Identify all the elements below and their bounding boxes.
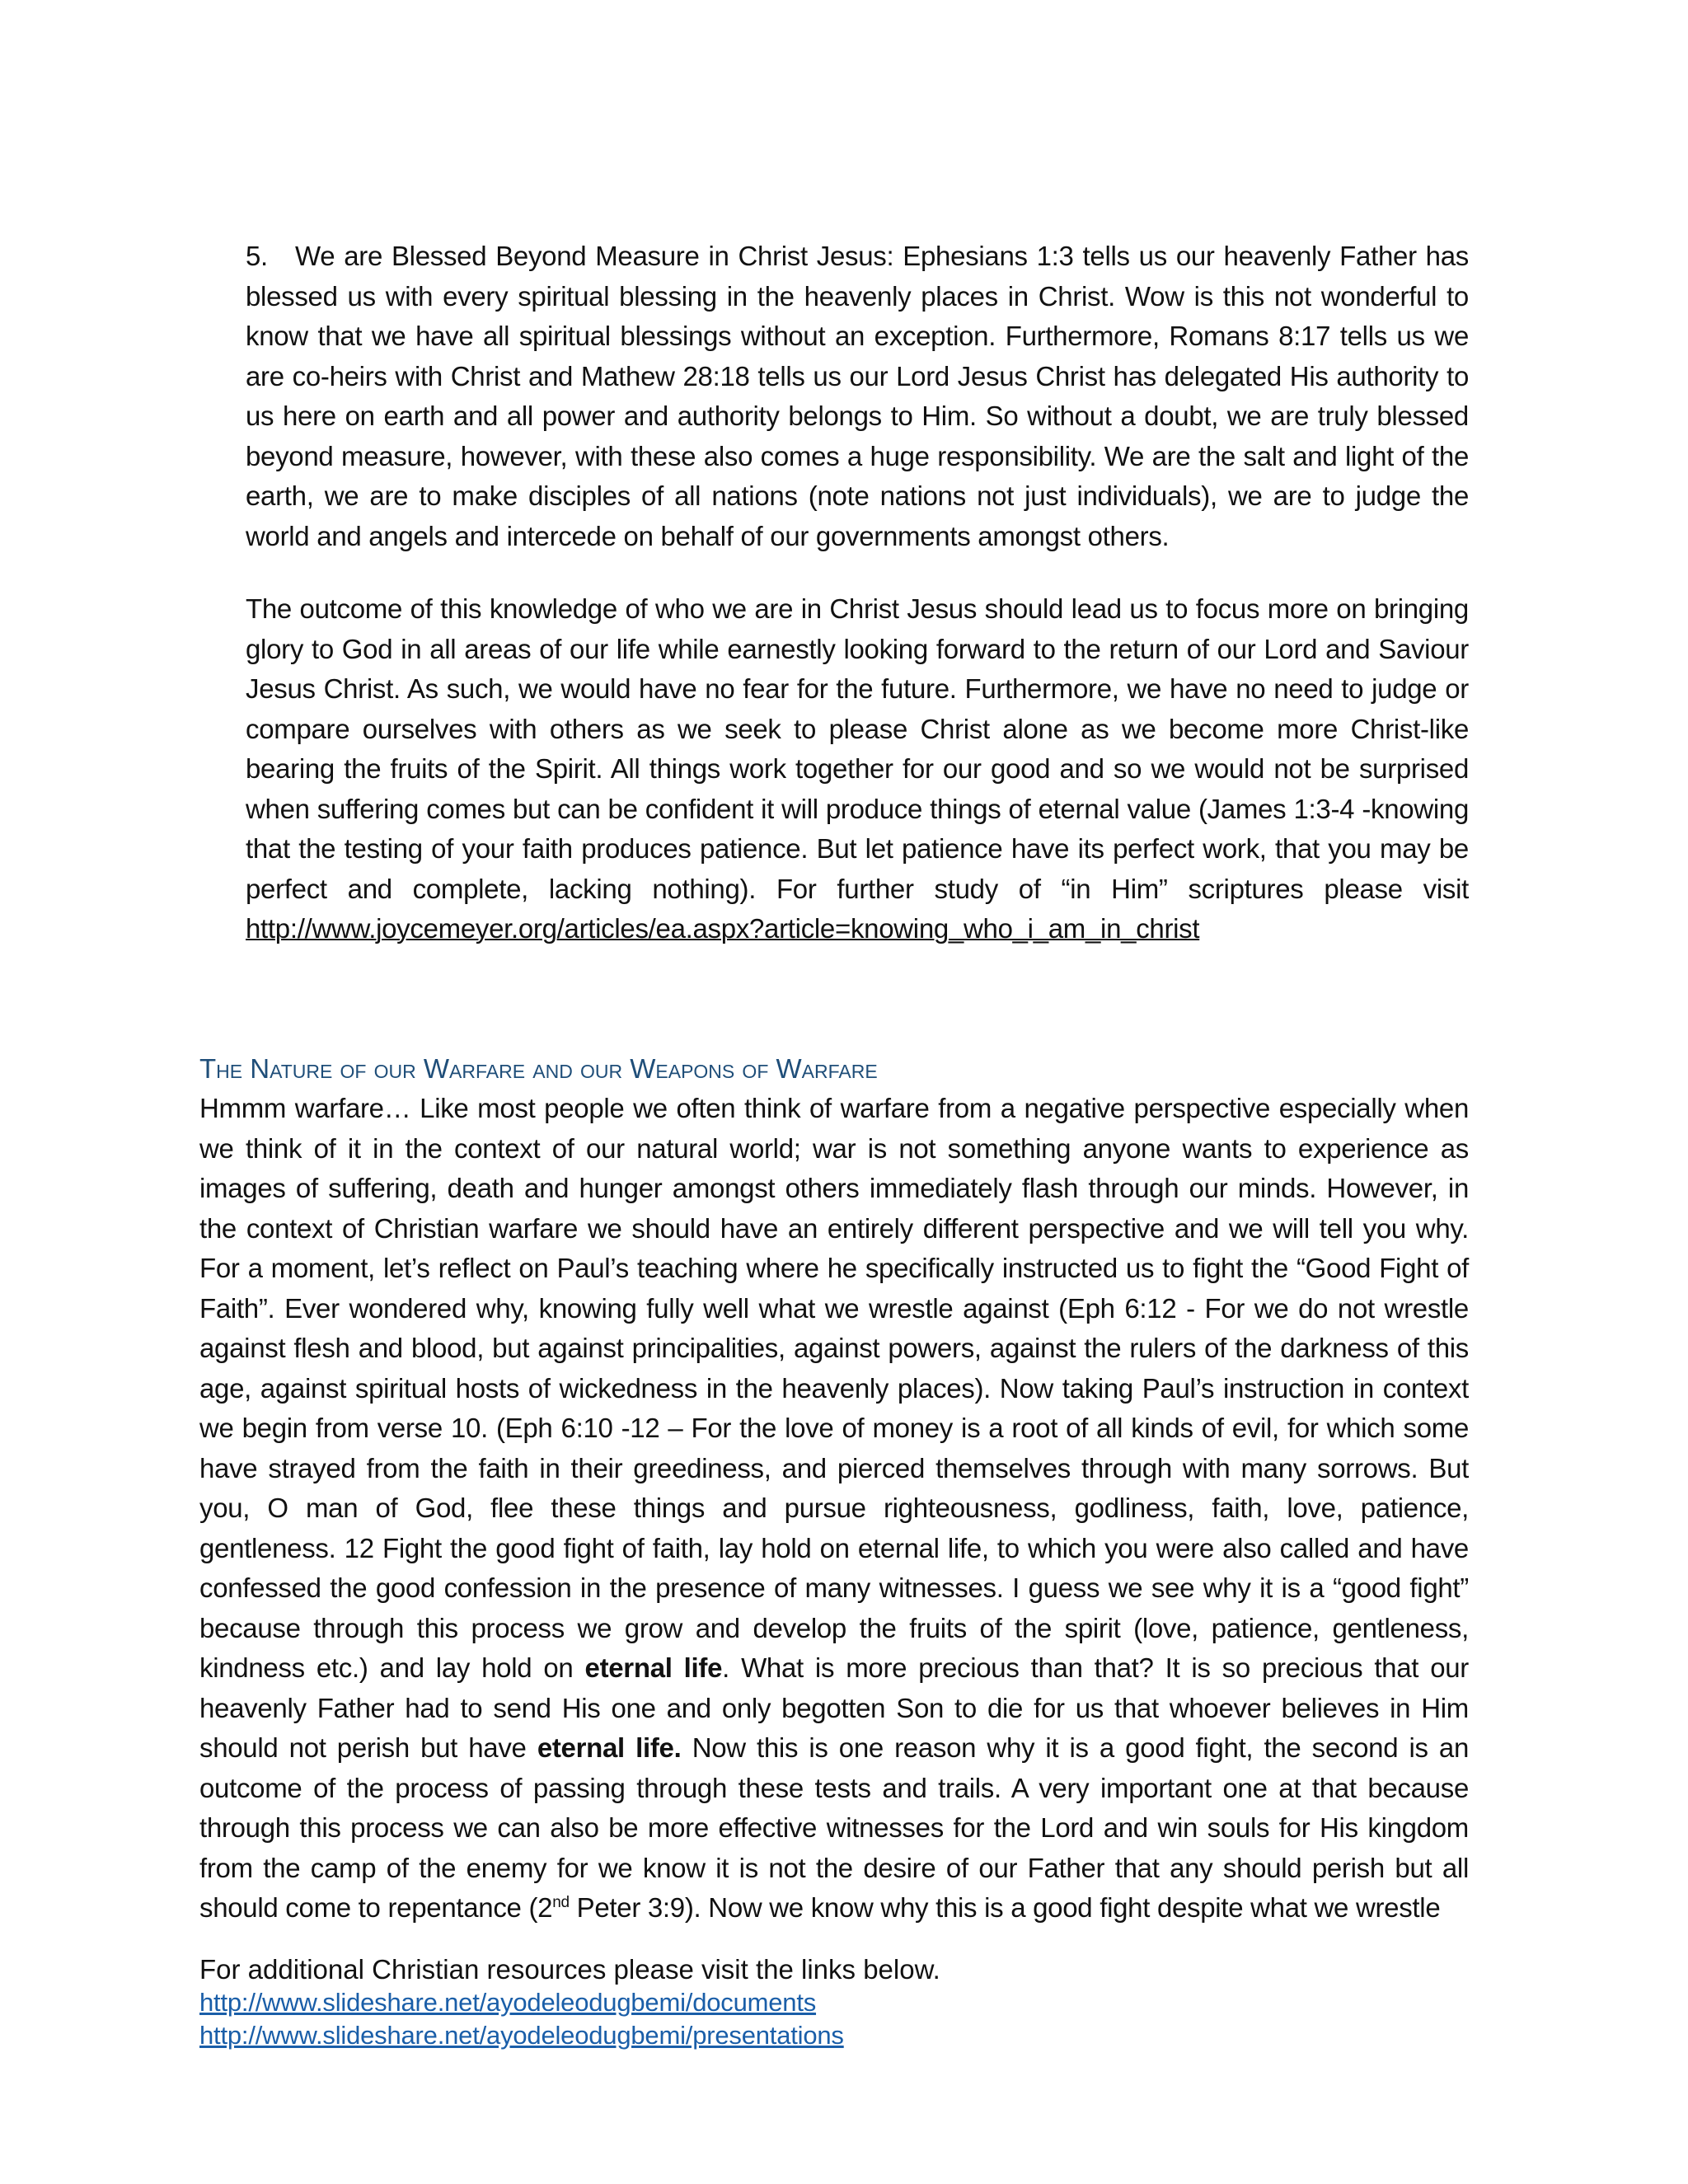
eternal-life-bold-1: eternal life bbox=[584, 1652, 723, 1683]
warfare-section bbox=[199, 1049, 1469, 1929]
resources-intro: For additional Christian resources please visit the links below. bbox=[199, 1954, 940, 1985]
eternal-life-bold-2: eternal life. bbox=[537, 1732, 682, 1763]
item-number: 5. bbox=[246, 241, 268, 271]
numbered-paragraph-5 bbox=[246, 237, 1469, 556]
ordinal-superscript: nd bbox=[552, 1894, 570, 1911]
slideshare-documents-link[interactable]: http://www.slideshare.net/ayodeleodugbemi/documents bbox=[199, 1988, 817, 2017]
item-text: We are Blessed Beyond Measure in Christ Jesus: Ephesians 1:3 tells us our heavenly Father has blessed us with every spiritual blessing in the heavenly places in Christ. Wow is this not wonderful to know that we have all spiritual blessings without an exception. Furthermore, Romans 8:17 tells us we are co-heirs with Christ and Mathew 28:18 tells us our Lord Jesus Christ has delegated His authority to us here on earth and all power and authority belongs to Him. So without a doubt, we are truly blessed beyond measure, however, with these also comes a huge responsibility. We are the salt and light of the earth, we are to make disciples of all nations (note nations not just individuals), we are to judge the world and angels and intercede on behalf of our governments amongst others. bbox=[246, 241, 1469, 551]
slideshare-presentations-link[interactable]: http://www.slideshare.net/ayodeleodugbemi/presentations bbox=[199, 2021, 844, 2050]
resources-block bbox=[199, 1953, 1469, 2052]
section-body bbox=[199, 1089, 1469, 1929]
body-text-2: . What is more precious than that? It is so precious that our heavenly Father had to send His one and only begotten Son to die for us that whoever believes in Him should not perish but have bbox=[199, 1652, 1469, 1763]
section-heading: The Nature of our Warfare and our Weapons of Warfare bbox=[199, 1053, 878, 1084]
joycemeyer-link[interactable]: http://www.joycemeyer.org/articles/ea.aspx?article=knowing_who_i_am_in_christ bbox=[246, 913, 1200, 944]
body-text-1: Hmmm warfare… Like most people we often think of warfare from a negative perspective especially when we think of it in the context of our natural world; war is not something anyone wants to experience as images of suffering, death and hunger amongst others immediately flash through our minds. However, in the context of Christian warfare we should have an entirely different perspective and we will tell you why. For a moment, let’s reflect on Paul’s teaching where he specifically instructed us to fight the “Good Fight of Faith”. Ever wondered why, knowing fully well what we wrestle against (Eph 6:12 - For we do not wrestle against flesh and blood, but against principalities, against powers, against the rulers of the darkness of this age, against spiritual hosts of wickedness in the heavenly places). Now taking Paul’s instruction in context we begin from verse 10. (Eph 6:10 -12 – For the love of money is a root of all kinds of evil, for which some have strayed from the faith in their greediness, and pierced themselves through with many sorrows. But you, O man of God, flee these things and pursue righteousness, godliness, faith, love, patience, gentleness. 12 Fight the good fight of faith, lay hold on eternal life, to which you were also called and have confessed the good confession in the presence of many witnesses. I guess we see why it is a “good fight” because through this process we grow and develop the fruits of the spirit (love, patience, gentleness, kindness etc.) and lay hold on bbox=[199, 1093, 1469, 1683]
body-text-3: Now this is one reason why it is a good fight, the second is an outcome of the process of passing through these tests and trails. A very important one at that because through this process we can also be more effective witnesses for the Lord and win souls for His kingdom from the camp of the enemy for we know it is not the desire of our Father that any should perish but all should come to repentance (2 bbox=[199, 1732, 1469, 1923]
outcome-paragraph bbox=[246, 589, 1469, 949]
outcome-text: The outcome of this knowledge of who we are in Christ Jesus should lead us to focus more on bringing glory to God in all areas of our life while earnestly looking forward to the return of our Lord and Saviour Jesus Christ. As such, we would have no fear for the future. Furthermore, we have no need to judge or compare ourselves with others as we seek to please Christ alone as we become more Christ-like bearing the fruits of the Spirit. All things work together for our good and so we would not be surprised when suffering comes but can be confident it will produce things of eternal value (James 1:3-4 -knowing that the testing of your faith produces patience. But let patience have its perfect work, that you may be perfect and complete, lacking nothing). For further study of “in Him” scriptures please visit bbox=[246, 593, 1469, 904]
body-text-4: Peter 3:9). Now we know why this is a good fight despite what we wrestle bbox=[576, 1892, 1441, 1923]
